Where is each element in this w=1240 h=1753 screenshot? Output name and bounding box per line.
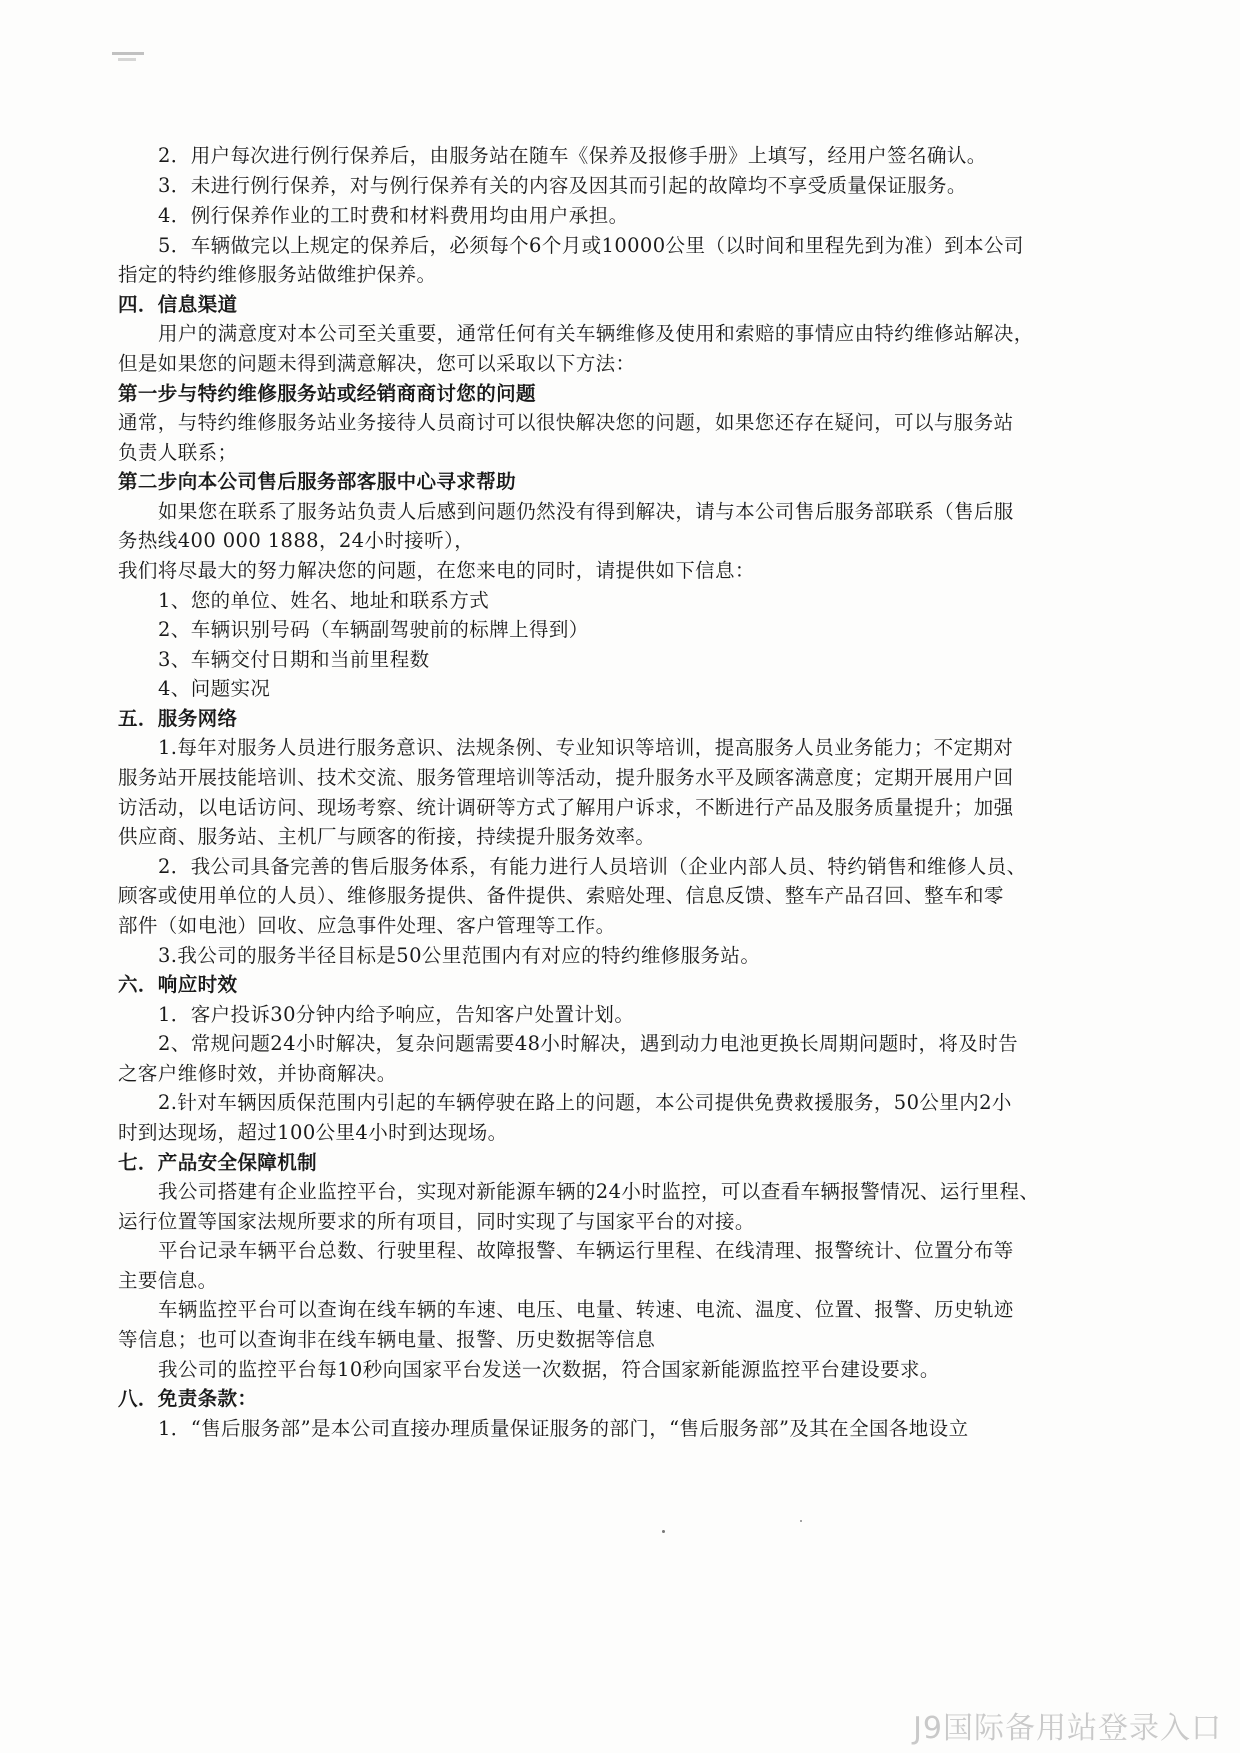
- list-item: 4、问题实况: [158, 677, 271, 700]
- paragraph-line: 顾客或使用单位的人员）、维修服务提供、备件提供、索赔处理、信息反馈、整车产品召回、整车和零: [118, 884, 1004, 907]
- section-heading: 六．响应时效: [118, 973, 238, 996]
- paragraph-line: 平台记录车辆平台总数、行驶里程、故障报警、车辆运行里程、在线清理、报警统计、位置分布等: [158, 1239, 1014, 1262]
- paragraph-line: 2．我公司具备完善的售后服务体系，有能力进行人员培训（企业内部人员、特约销售和维修人员、: [158, 855, 1027, 878]
- step-heading: 第一步与特约维修服务站或经销商商讨您的问题: [118, 382, 536, 405]
- paragraph-line: 3.我公司的服务半径目标是50公里范围内有对应的特约维修服务站。: [158, 944, 761, 967]
- paragraph-line: 运行位置等国家法规所要求的所有项目，同时实现了与国家平台的对接。: [118, 1210, 755, 1233]
- paragraph-line: 负责人联系；: [118, 441, 238, 464]
- scan-dot: [800, 1520, 802, 1522]
- paragraph-line: 如果您在联系了服务站负责人后感到问题仍然没有得到解决，请与本公司售后服务部联系（售后服: [158, 500, 1014, 523]
- paragraph-line: 1．客户投诉30分钟内给予响应，告知客户处置计划。: [158, 1003, 635, 1026]
- paragraph-line: 指定的特约维修服务站做维护保养。: [118, 263, 437, 286]
- paragraph-line: 但是如果您的问题未得到满意解决，您可以采取以下方法：: [118, 352, 636, 375]
- watermark-text: J9国际备用站登录入口: [913, 1711, 1222, 1746]
- paragraph-line: 1．“售后服务部”是本公司直接办理质量保证服务的部门，“售后服务部”及其在全国各地设立: [158, 1417, 969, 1440]
- section-heading: 四．信息渠道: [118, 293, 238, 316]
- section-heading: 八．免责条款：: [118, 1387, 258, 1410]
- scan-smudge: [112, 52, 144, 55]
- paragraph-line: 访活动，以电话访问、现场考察、统计调研等方式了解用户诉求，不断进行产品及服务质量提升；加强: [118, 796, 1014, 819]
- paragraph-line: 用户的满意度对本公司至关重要，通常任何有关车辆维修及使用和索赔的事情应由特约维修站解决，: [158, 322, 1034, 345]
- paragraph-line: 我公司的监控平台每10秒向国家平台发送一次数据，符合国家新能源监控平台建设要求。: [158, 1358, 940, 1381]
- paragraph-line: 3．未进行例行保养，对与例行保养有关的内容及因其而引起的故障均不享受质量保证服务。: [158, 174, 967, 197]
- paragraph-line: 时到达现场，超过100公里4小时到达现场。: [118, 1121, 508, 1144]
- paragraph-line: 我公司搭建有企业监控平台，实现对新能源车辆的24小时监控，可以查看车辆报警情况、运行里程、: [158, 1180, 1040, 1203]
- paragraph-line: 服务站开展技能培训、技术交流、服务管理培训等活动，提升服务水平及顾客满意度；定期开展用户回: [118, 766, 1014, 789]
- section-heading: 七．产品安全保障机制: [118, 1151, 318, 1174]
- paragraph-line: 通常，与特约维修服务站业务接待人员商讨可以很快解决您的问题，如果您还存在疑问，可以与服务站: [118, 411, 1014, 434]
- paragraph-line: 车辆监控平台可以查询在线车辆的车速、电压、电量、转速、电流、温度、位置、报警、历史轨迹: [158, 1298, 1014, 1321]
- paragraph-line: 4．例行保养作业的工时费和材料费用均由用户承担。: [158, 204, 629, 227]
- paragraph-line: 2．用户每次进行例行保养后，由服务站在随车《保养及报修手册》上填写，经用户签名确认。: [158, 144, 987, 167]
- section-heading: 五．服务网络: [118, 707, 238, 730]
- paragraph-line: 供应商、服务站、主机厂与顾客的衔接，持续提升服务效率。: [118, 825, 656, 848]
- list-item: 2、车辆识别号码（车辆副驾驶前的标牌上得到）: [158, 618, 589, 641]
- paragraph-line: 部件（如电池）回收、应急事件处理、客户管理等工作。: [118, 914, 616, 937]
- paragraph-line: 我们将尽最大的努力解决您的问题，在您来电的同时，请提供如下信息：: [118, 559, 755, 582]
- list-item: 1、您的单位、姓名、地址和联系方式: [158, 589, 490, 612]
- paragraph-line: 之客户维修时效，并协商解决。: [118, 1062, 397, 1085]
- paragraph-line: 5．车辆做完以上规定的保养后，必须每个6个月或10000公里（以时间和里程先到为准）到本公司: [158, 234, 1024, 257]
- paragraph-line: 等信息；也可以查询非在线车辆电量、报警、历史数据等信息: [118, 1328, 656, 1351]
- paragraph-line: 2、常规问题24小时解决，复杂问题需要48小时解决，遇到动力电池更换长周期问题时，将及时告: [158, 1032, 1019, 1055]
- step-heading: 第二步向本公司售后服务部客服中心寻求帮助: [118, 470, 517, 493]
- paragraph-line: 2.针对车辆因质保范围内引起的车辆停驶在路上的问题，本公司提供免费救援服务，50公里内2小: [158, 1091, 1012, 1114]
- paragraph-line: 1.每年对服务人员进行服务意识、法规条例、专业知识等培训，提高服务人员业务能力；不定期对: [158, 736, 1014, 759]
- paragraph-line: 主要信息。: [118, 1269, 218, 1292]
- scan-smudge: [118, 58, 136, 61]
- list-item: 3、车辆交付日期和当前里程数: [158, 648, 430, 671]
- scan-dot: [662, 1530, 665, 1533]
- paragraph-line: 务热线400 000 1888，24小时接听），: [118, 529, 475, 552]
